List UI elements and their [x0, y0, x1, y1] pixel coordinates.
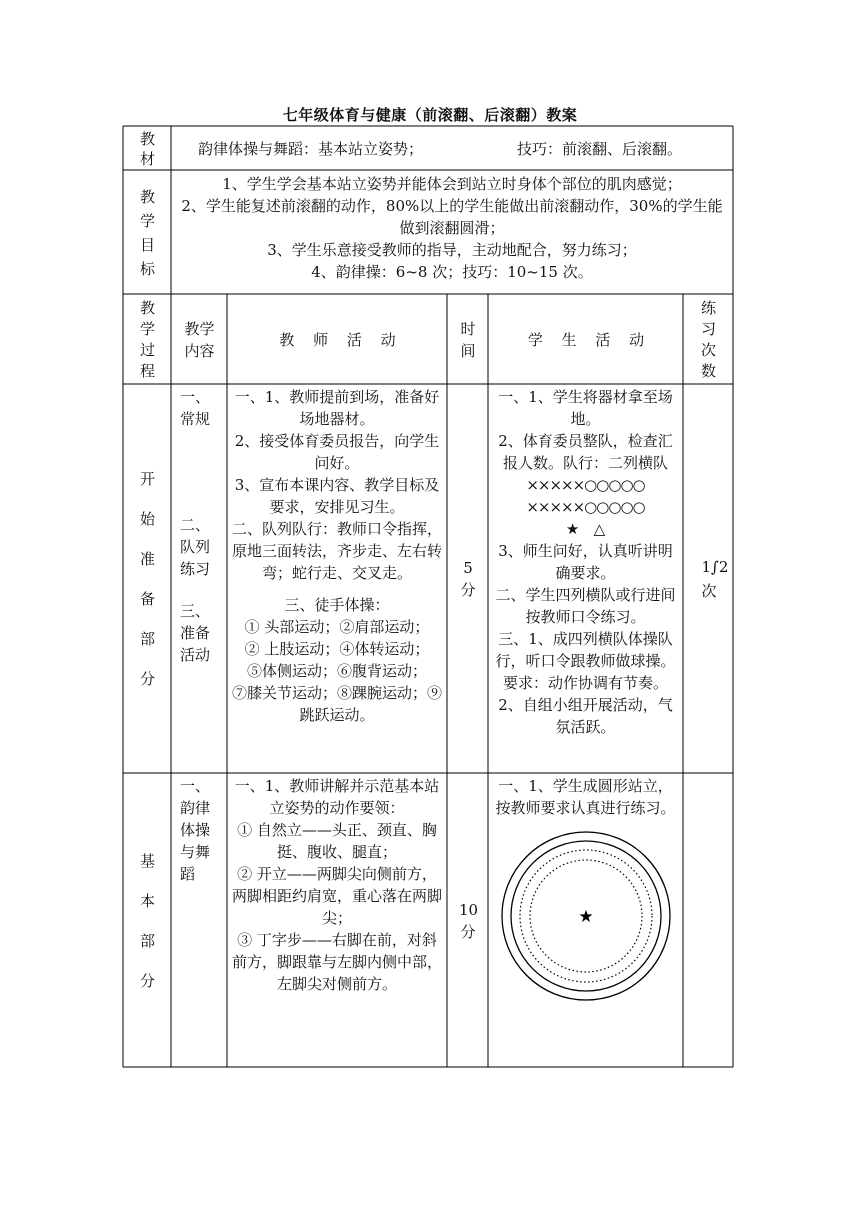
section-start-time-text: 5分: [460, 559, 476, 599]
goal-item-3: 3、学生乐意接受教师的指导，主动地配合，努力练习；: [267, 241, 637, 259]
start-teacher-line-1: 一、1、教师提前到场，准备好场地器材。: [234, 388, 440, 428]
start-student-line-1: 一、1、学生将器材拿至场地。: [498, 388, 673, 428]
basic-teacher-line-3: ② 开立——两脚尖向侧前方，两脚相距约肩宽，重心落在两脚尖；: [232, 865, 443, 927]
start-teacher-line-9: ⑦膝关节运动；⑧踝腕运动；⑨跳跃运动。: [232, 684, 443, 724]
goals-label: [124, 171, 171, 294]
material-label-text: 教材: [139, 129, 155, 168]
goal-item-1: 1、学生学会基本站立姿势并能体会到站立时身体个部位的肌肉感觉；: [222, 175, 682, 193]
section-basic-content: [180, 775, 222, 895]
formation-markers: ★ △: [565, 520, 606, 538]
section-basic-label-text: 基本部分: [139, 851, 155, 990]
section-start-reps-text: 1∫2次: [701, 558, 729, 600]
header-teacher: [228, 295, 447, 384]
goals-label-text: 教学目标: [139, 187, 155, 278]
start-teacher-line-8: ⑤体侧运动；⑥腹背运动；: [246, 662, 427, 680]
material-content-skills-text: 技巧：前滚翻、后滚翻。: [517, 140, 683, 158]
start-teacher-line-5: 三、徒手体操：: [284, 596, 390, 614]
section-start-student: [493, 386, 678, 771]
section-basic-label: [124, 774, 171, 1067]
basic-teacher-line-1: 一、1、教师讲解并示范基本站立姿势的动作要领：: [234, 777, 440, 817]
section-start-content-1-text: 一、常规: [180, 388, 211, 428]
section-basic-content-text: 一、韵律体操与舞蹈: [180, 777, 211, 883]
header-student-text: 学 生 活 动: [527, 330, 645, 349]
circle-formation-diagram: [500, 826, 672, 1006]
section-basic-time-text: 10分: [459, 900, 479, 941]
header-teacher-text: 教 师 活 动: [279, 330, 396, 349]
start-teacher-line-7: ② 上肢运动；④体转运动；: [244, 640, 430, 658]
header-student: [489, 295, 683, 384]
header-reps-text: 练习次数: [700, 298, 716, 380]
section-start-content-3-text: 三、准备活动: [180, 602, 211, 664]
goals-content: [176, 173, 728, 291]
start-student-line-8: 三、1、成四列横队体操队行，听口令跟教师做球操。要求：动作协调有节奏。: [495, 630, 676, 692]
section-start-time: [448, 385, 488, 773]
goal-item-2: 2、学生能复述前滚翻的动作，80%以上的学生能做出前滚翻动作，30%的学生能做到滚翻圆滑；: [181, 197, 723, 237]
section-start-content-3: [180, 600, 222, 666]
header-content: [172, 295, 227, 384]
material-content: [198, 138, 478, 160]
section-start-label-text: 开始准备部分: [139, 470, 155, 688]
header-process-text: 教学过程: [139, 298, 155, 380]
header-content-text: 教学内容: [184, 319, 215, 360]
header-time-text: 时间: [460, 319, 476, 360]
section-start-content-1: [180, 386, 222, 430]
teacher-star-marker: ★: [578, 907, 594, 927]
formation-row-2: ×××××○○○○○: [526, 498, 645, 516]
section-start-content-2: [180, 514, 222, 580]
basic-student-line-1: 一、1、学生成圆形站立，按教师要求认真进行练习。: [495, 777, 676, 817]
start-student-line-2: 2、体育委员整队，检查汇报人数。队行：二列横队: [498, 432, 673, 472]
header-reps: [684, 295, 733, 384]
section-basic-time: [448, 774, 488, 1067]
start-teacher-line-3: 3、宣布本课内容、教学目标及要求，安排见习生。: [234, 476, 440, 516]
formation-row-1: ×××××○○○○○: [526, 476, 645, 494]
section-basic-teacher: [232, 775, 442, 1060]
basic-teacher-line-4: ③ 丁字步——右脚在前，对斜前方，脚跟靠与左脚内侧中部，左脚尖对侧前方。: [232, 931, 443, 993]
material-content-skills: [517, 138, 717, 160]
start-student-line-7: 二、学生四列横队或行进间按教师口令练习。: [495, 586, 676, 626]
start-student-line-6: 3、师生问好，认真听讲明确要求。: [498, 542, 673, 582]
start-teacher-line-2: 2、接受体育委员报告，向学生问好。: [234, 432, 440, 472]
section-start-content-2-text: 二、队列练习: [180, 516, 211, 578]
material-content-text: 韵律体操与舞蹈：基本站立姿势；: [198, 140, 424, 158]
start-student-line-9: 2、自组小组开展活动，气氛活跃。: [498, 696, 673, 736]
material-label: [124, 127, 171, 170]
section-start-teacher: [232, 386, 442, 766]
goal-item-4: 4、韵律操：6~8 次；技巧：10~15 次。: [311, 263, 593, 281]
start-teacher-line-6: ① 头部运动；②肩部运动；: [244, 618, 430, 636]
start-teacher-line-4: 二、队列队行：教师口令指挥，原地三面转法，齐步走、左右转弯；蛇行走、交叉走。: [232, 520, 443, 582]
page-title: 七年级体育与健康（前滚翻、后滚翻）教案: [282, 106, 578, 124]
section-start-label: [124, 385, 171, 773]
header-process: [124, 295, 171, 384]
section-start-reps: [684, 385, 733, 773]
section-basic-reps: [684, 774, 733, 1067]
basic-teacher-line-2: ① 自然立——头正、颈直、胸挺、腹收、腿直；: [237, 821, 437, 861]
header-time: [448, 295, 488, 384]
